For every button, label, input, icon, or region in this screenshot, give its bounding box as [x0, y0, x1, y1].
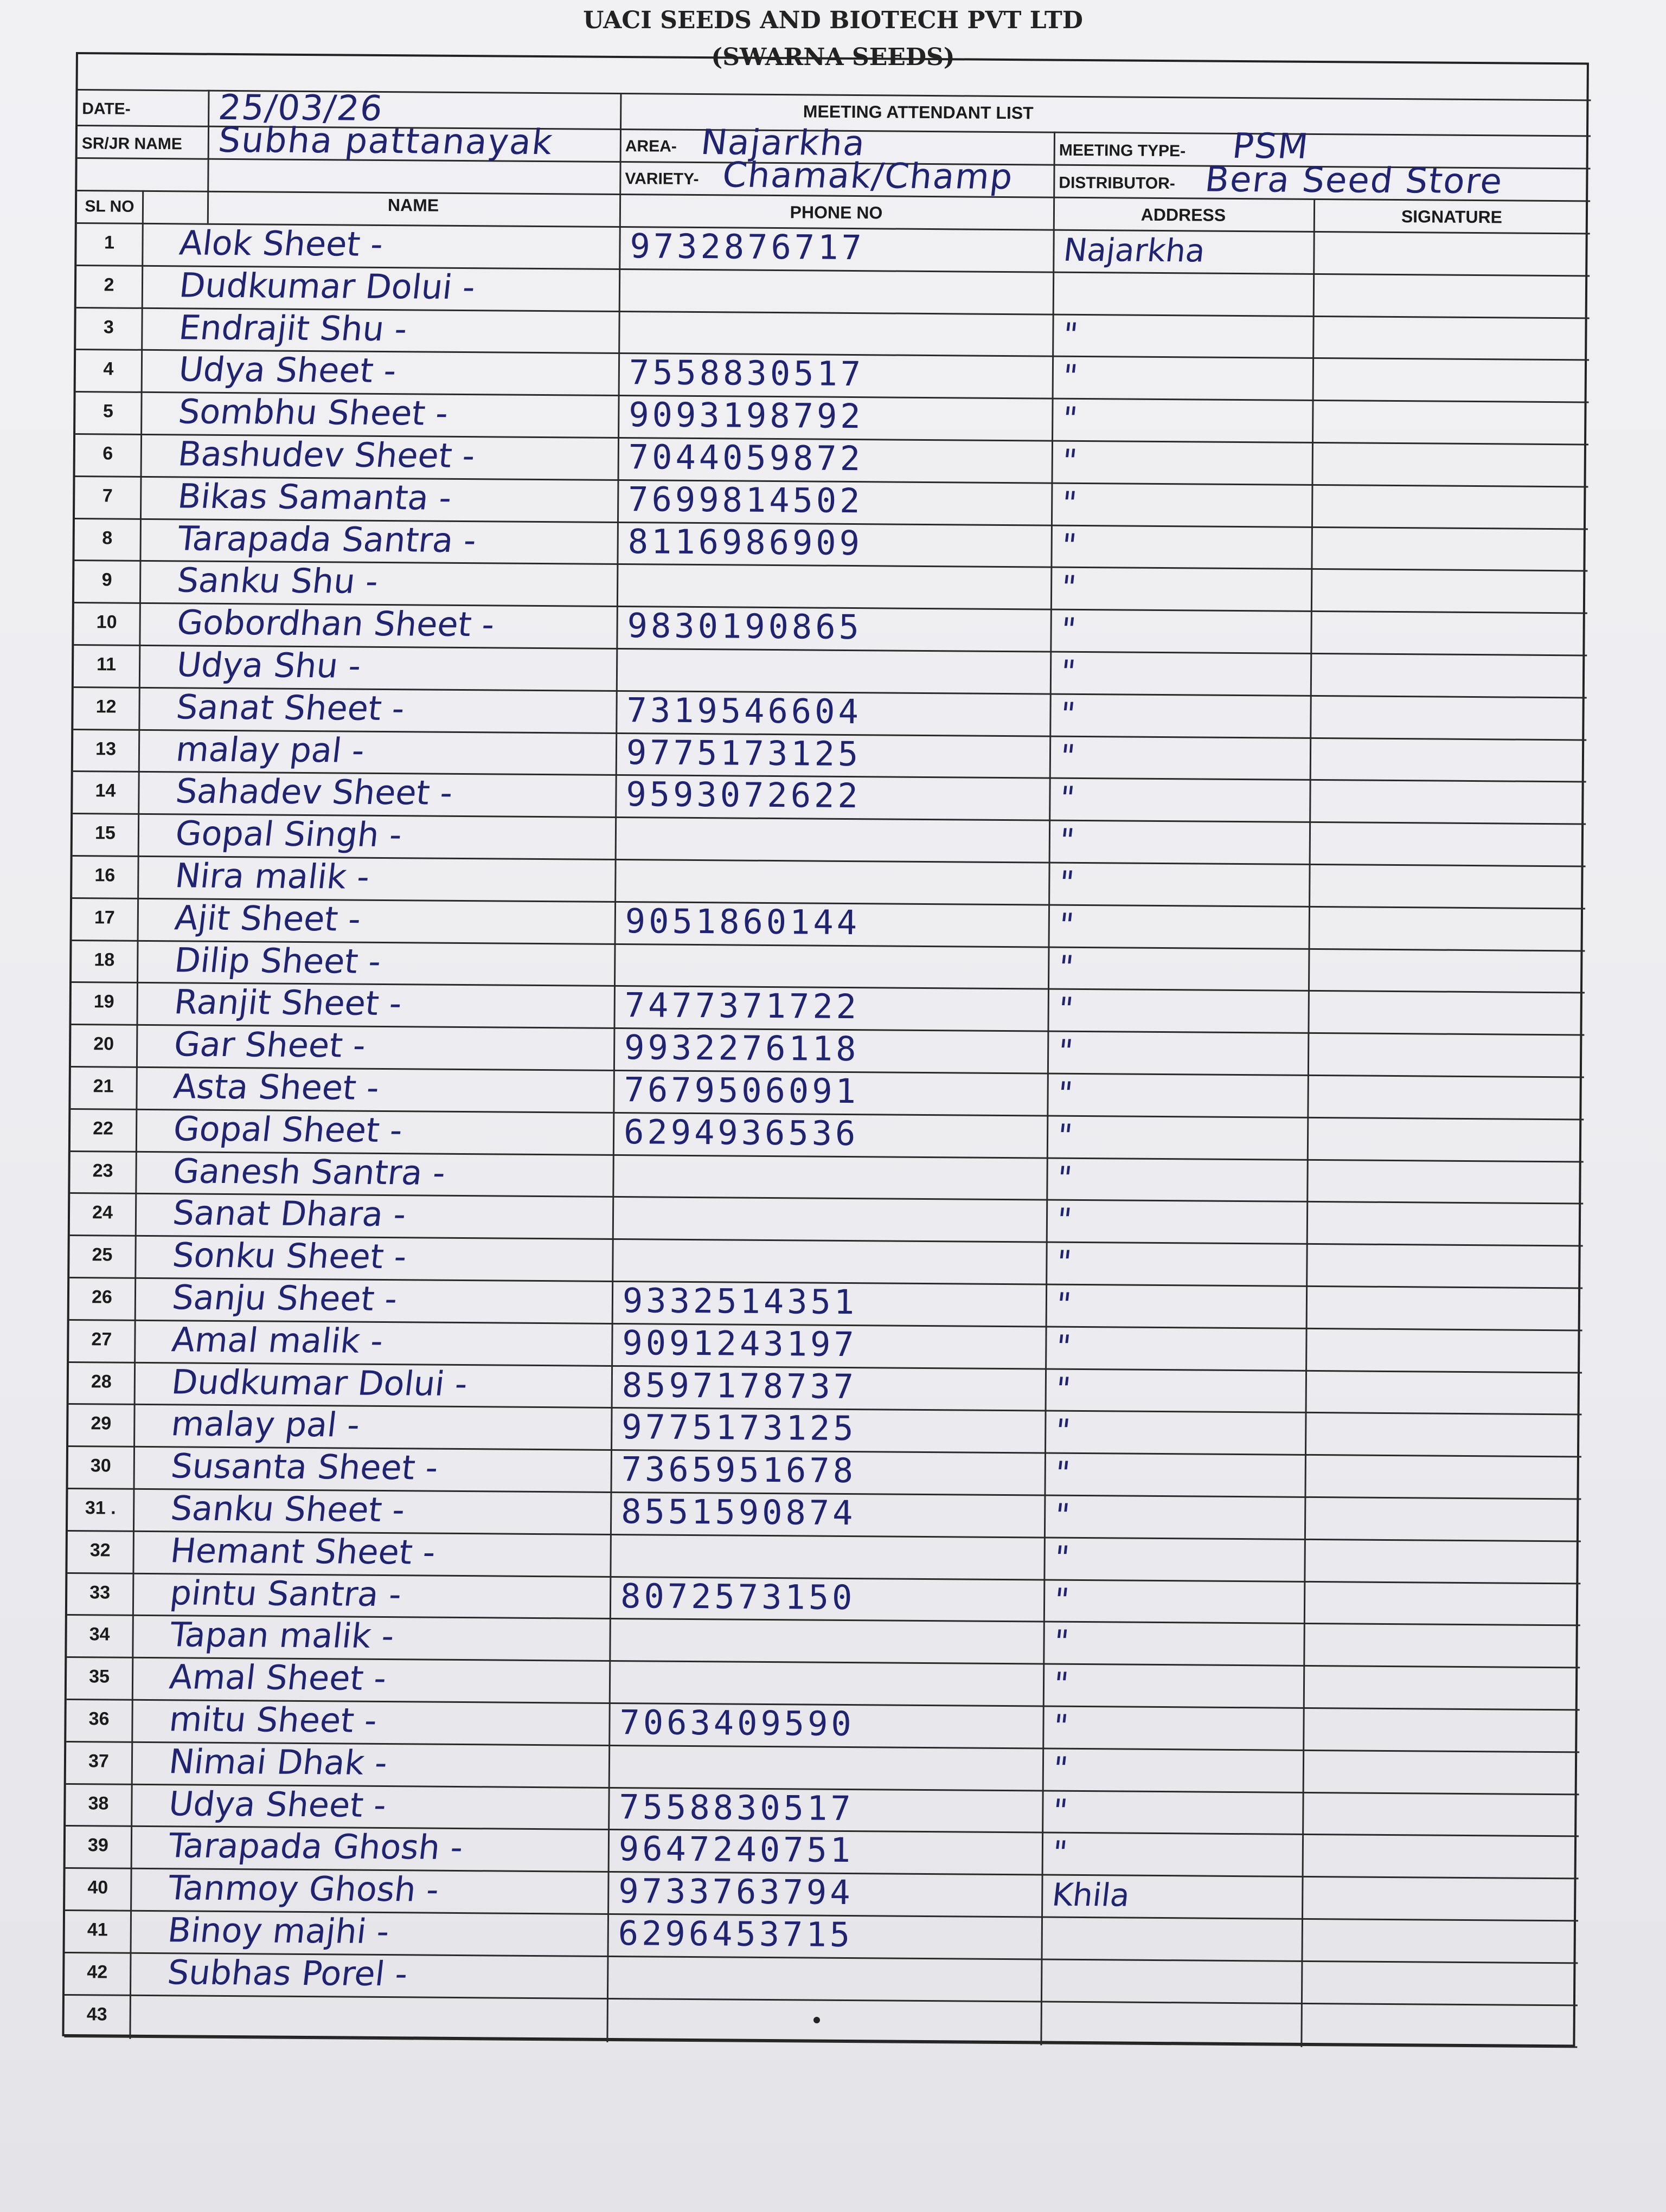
sl-no-cell: 1 — [104, 232, 115, 253]
sl-no-cell: 15 — [94, 822, 116, 844]
name-cell: Tapan malik - — [168, 1615, 396, 1656]
name-cell: Hemant Sheet - — [168, 1531, 438, 1572]
sl-no-cell: 10 — [96, 612, 117, 633]
address-cell: " — [1060, 400, 1079, 438]
phone-cell: 8551590874 — [620, 1491, 856, 1533]
name-cell: Ajit Sheet - — [172, 898, 363, 939]
address-cell: " — [1052, 1623, 1071, 1661]
address-cell: " — [1058, 780, 1077, 817]
name-cell: Alok Sheet - — [177, 223, 386, 264]
address-cell: " — [1054, 1243, 1073, 1281]
address-cell: " — [1058, 737, 1077, 775]
address-cell: " — [1050, 1834, 1069, 1872]
col-address: ADDRESS — [1140, 204, 1226, 225]
sl-no-cell: 29 — [91, 1413, 112, 1434]
name-cell: Susanta Sheet - — [169, 1446, 440, 1488]
srjr-value: Subha pattanayak — [216, 120, 556, 163]
sl-no-cell: 21 — [93, 1076, 114, 1097]
sl-no-cell: 24 — [92, 1202, 113, 1223]
phone-cell: 9733763794 — [618, 1871, 854, 1913]
sl-no-cell: 7 — [102, 485, 113, 506]
phone-cell: 9775173125 — [621, 1407, 857, 1449]
sl-no-cell: 41 — [87, 1919, 108, 1940]
address-cell: " — [1059, 569, 1078, 606]
sl-no-cell: 11 — [97, 654, 117, 675]
date-value: 25/03/26 — [216, 87, 386, 129]
name-cell: Tarapada Santra - — [175, 518, 478, 560]
srjr-label: SR/JR NAME — [81, 134, 182, 153]
address-cell: " — [1058, 821, 1077, 859]
address-cell: " — [1060, 442, 1079, 479]
sl-no-cell: 22 — [93, 1118, 114, 1139]
name-cell: Nimai Dhak - — [166, 1741, 390, 1783]
sl-no-cell: 32 — [89, 1540, 111, 1561]
date-label: DATE- — [82, 100, 131, 118]
sl-no-cell: 19 — [93, 991, 114, 1012]
address-cell: " — [1054, 1285, 1073, 1323]
address-cell: " — [1053, 1496, 1072, 1534]
phone-cell: 9932276118 — [624, 1027, 860, 1069]
address-cell: " — [1050, 1792, 1069, 1829]
meeting-type-value: PSM — [1230, 126, 1311, 167]
name-cell: Amal malik - — [170, 1320, 386, 1361]
address-cell: " — [1059, 610, 1078, 648]
sl-no-cell: 2 — [104, 274, 114, 295]
phone-cell: 7477371722 — [624, 985, 860, 1027]
address-cell: " — [1061, 316, 1080, 353]
phone-cell: 7679506091 — [624, 1070, 860, 1111]
col-phone: PHONE NO — [790, 202, 883, 223]
name-cell: Dudkumar Dolui - — [169, 1361, 470, 1404]
distributor-label: DISTRIBUTOR- — [1059, 173, 1175, 193]
sl-no-cell: 4 — [103, 358, 114, 380]
address-cell: " — [1058, 695, 1078, 732]
phone-cell: 7044059872 — [628, 437, 864, 479]
phone-cell: 9093198792 — [629, 395, 864, 436]
address-cell: " — [1056, 906, 1076, 943]
sl-no-cell: 23 — [92, 1160, 113, 1181]
sl-no-cell: 9 — [101, 569, 112, 590]
sl-no-cell: 18 — [94, 949, 115, 970]
phone-cell: 7319546604 — [626, 690, 862, 731]
name-cell: Dudkumar Dolui - — [177, 265, 477, 307]
name-cell: Ganesh Santra - — [171, 1150, 447, 1193]
address-cell: " — [1055, 1117, 1074, 1154]
name-cell: Sanat Sheet - — [174, 687, 407, 729]
name-cell: Gopal Sheet - — [171, 1109, 405, 1150]
sl-no-cell: 27 — [91, 1329, 112, 1350]
address-cell: " — [1054, 1370, 1073, 1407]
address-cell: " — [1059, 526, 1079, 564]
sl-no-cell: 12 — [95, 696, 117, 717]
name-cell: Gopal Singh - — [173, 813, 404, 855]
sl-no-cell: 36 — [88, 1708, 110, 1729]
sl-no-cell: 40 — [87, 1877, 108, 1898]
brand-name: (SWARNA SEEDS) — [711, 43, 955, 71]
name-cell: Tanmoy Ghosh - — [166, 1868, 441, 1909]
name-cell: malay pal - — [174, 729, 367, 770]
name-cell: Sahadev Sheet - — [174, 771, 455, 813]
phone-cell: 9332514351 — [622, 1281, 858, 1322]
name-cell: Sanku Sheet - — [169, 1488, 407, 1530]
phone-cell: 9830190865 — [627, 606, 863, 647]
sl-no-cell: 30 — [90, 1455, 111, 1476]
sl-no-cell: 28 — [91, 1371, 112, 1392]
sl-no-cell: 17 — [94, 907, 115, 928]
name-cell: Gar Sheet - — [172, 1024, 368, 1065]
variety-label: VARIETY- — [625, 170, 699, 189]
address-cell: " — [1051, 1707, 1070, 1745]
name-cell: Nira malik - — [173, 856, 372, 897]
sl-no-cell: 37 — [88, 1751, 110, 1772]
area-label: AREA- — [625, 137, 677, 156]
name-cell: Udya Shu - — [175, 645, 363, 686]
phone-cell: 7558830517 — [619, 1786, 854, 1828]
address-cell: " — [1051, 1750, 1070, 1787]
sl-no-cell: 14 — [95, 780, 116, 801]
sl-no-cell: 5 — [102, 401, 113, 422]
address-cell: " — [1056, 991, 1075, 1028]
paper-mark — [813, 2017, 820, 2023]
sl-no-cell: 20 — [93, 1033, 114, 1054]
name-cell: Dilip Sheet - — [172, 940, 383, 981]
name-cell: Amal Sheet - — [167, 1657, 389, 1699]
name-cell: Binoy majhi - — [165, 1910, 392, 1952]
sl-no-cell: 3 — [103, 316, 114, 338]
address-cell: Najarkha — [1061, 231, 1207, 269]
address-cell: " — [1057, 864, 1076, 901]
address-cell: " — [1054, 1328, 1073, 1365]
sl-no-cell: 38 — [88, 1792, 109, 1814]
name-cell: malay pal - — [169, 1404, 362, 1445]
company-name: UACI SEEDS AND BIOTECH PVT LTD — [583, 7, 1083, 34]
address-cell: " — [1056, 1032, 1075, 1070]
address-cell: " — [1055, 1201, 1074, 1239]
phone-cell: 6294936536 — [623, 1111, 859, 1153]
sl-no-cell: 13 — [95, 738, 117, 760]
address-cell: Khila — [1050, 1876, 1132, 1914]
address-cell: " — [1060, 484, 1079, 522]
address-cell: " — [1052, 1581, 1071, 1618]
distributor-value: Bera Seed Store — [1203, 159, 1505, 202]
phone-cell: 9593072622 — [626, 774, 861, 816]
phone-cell: 8072573150 — [620, 1576, 856, 1617]
address-cell: " — [1055, 1159, 1074, 1197]
address-cell: " — [1052, 1665, 1071, 1703]
sl-no-cell: 43 — [86, 2003, 107, 2025]
phone-cell: 9091243197 — [622, 1322, 857, 1364]
phone-cell: 9775173125 — [626, 732, 862, 774]
phone-cell: 8116986909 — [627, 521, 863, 563]
name-cell: Sombhu Sheet - — [176, 391, 451, 433]
area-value: Najarkha — [699, 123, 868, 164]
address-cell: " — [1052, 1539, 1072, 1576]
sl-no-cell: 8 — [102, 527, 113, 549]
sl-no-cell: 31 . — [85, 1497, 116, 1519]
name-cell: Udya Sheet - — [176, 349, 399, 391]
col-signature: SIGNATURE — [1401, 207, 1503, 227]
phone-cell: 8597178737 — [621, 1365, 857, 1406]
name-cell: mitu Sheet - — [167, 1699, 379, 1740]
variety-value: Chamak/Champ — [720, 155, 1016, 198]
sl-no-cell: 42 — [87, 1962, 108, 1983]
sl-no-cell: 35 — [89, 1666, 110, 1687]
sl-no-cell: 34 — [89, 1624, 110, 1645]
phone-cell: 7558830517 — [629, 352, 864, 394]
attendance-form — [62, 52, 1588, 2047]
address-cell: " — [1059, 653, 1078, 690]
name-cell: Endrajit Shu - — [177, 307, 409, 349]
address-cell: " — [1056, 948, 1075, 986]
name-cell: Tarapada Ghosh - — [166, 1825, 465, 1868]
address-cell: " — [1061, 358, 1080, 395]
name-cell: Bashudev Sheet - — [176, 434, 477, 476]
name-cell: Sanku Shu - — [175, 560, 380, 602]
sl-no-cell: 26 — [91, 1287, 113, 1308]
sl-no-cell: 16 — [94, 865, 116, 886]
phone-cell: 9051860144 — [625, 901, 861, 942]
row-divider — [64, 2036, 1577, 2048]
address-cell: " — [1053, 1454, 1072, 1492]
sl-no-cell: 33 — [89, 1581, 111, 1603]
phone-cell: 7365951678 — [621, 1449, 857, 1491]
name-cell: Sonku Sheet - — [170, 1235, 409, 1277]
name-cell: Subhas Porel - — [165, 1952, 410, 1994]
name-cell: Udya Sheet - — [166, 1783, 389, 1825]
name-cell: Sanju Sheet - — [170, 1277, 400, 1319]
phone-cell: 9647240751 — [618, 1829, 854, 1870]
name-cell: Sanat Dhara - — [170, 1193, 408, 1234]
name-cell: pintu Santra - — [168, 1572, 403, 1614]
address-cell: " — [1055, 1075, 1075, 1112]
name-cell: Ranjit Sheet - — [172, 982, 404, 1024]
phone-cell: 6296453715 — [618, 1913, 854, 1955]
sl-no-cell: 25 — [92, 1244, 113, 1265]
name-cell: Gobordhan Sheet - — [175, 602, 497, 645]
address-cell: " — [1053, 1412, 1072, 1450]
sl-no-cell: 39 — [87, 1835, 108, 1856]
name-cell: Bikas Samanta - — [176, 476, 454, 518]
phone-cell: 9732876717 — [630, 226, 866, 268]
phone-cell: 7699814502 — [628, 479, 863, 520]
col-sl-no: SL NO — [85, 197, 134, 216]
phone-cell: 7063409590 — [619, 1702, 855, 1744]
meeting-type-label: MEETING TYPE- — [1059, 141, 1186, 160]
name-cell: Asta Sheet - — [171, 1066, 381, 1108]
list-title: MEETING ATTENDANT LIST — [803, 101, 1034, 123]
col-name: NAME — [387, 195, 439, 215]
sl-no-cell: 6 — [102, 443, 113, 464]
